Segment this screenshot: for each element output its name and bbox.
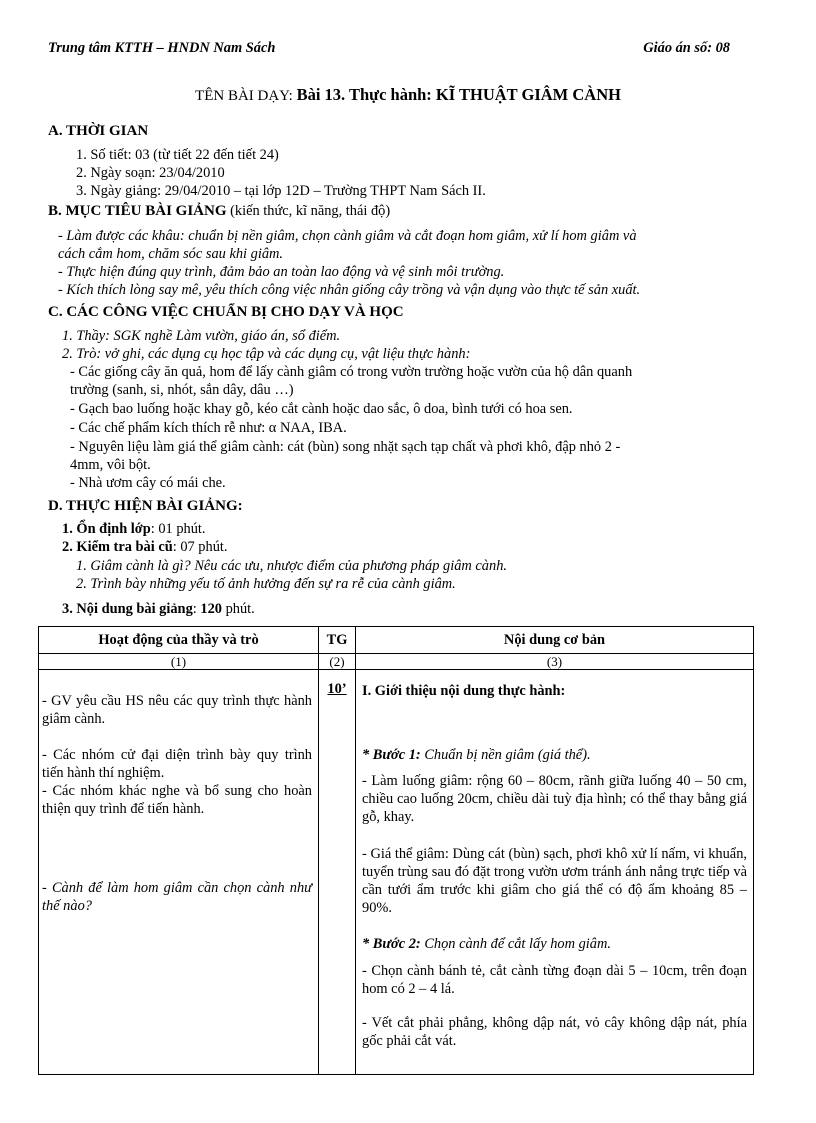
- section-c-line: 4mm, vôi bột.: [70, 457, 151, 473]
- content-text: - Vết cắt phải phẳng, không dập nát, vỏ cây không dập nát, phía gốc phải cắt vát.: [362, 1015, 747, 1049]
- section-d-item-2: [62, 538, 228, 556]
- step-2-label: * Bước 2:: [362, 936, 421, 952]
- d3-unit: phút.: [221, 601, 255, 617]
- step-1: [362, 746, 747, 764]
- section-d-heading: D. THỰC HIỆN BÀI GIẢNG:: [48, 498, 243, 514]
- d2-value: : 07 phút.: [172, 539, 228, 555]
- section-a-item: 1. Số tiết: 03 (từ tiết 22 đến tiết 24): [76, 147, 279, 163]
- header-activity: Hoạt động của thầy và trò: [39, 627, 319, 654]
- section-b-line: - Thực hiện đúng quy trình, đảm bảo an toàn lao động và vệ sinh môi trường.: [58, 264, 505, 280]
- section-c-line: - Nguyên liệu làm giá thể giâm cành: cát (bùn) song nhặt sạch tạp chất và phơi khô, đập nhỏ 2 -: [70, 439, 621, 455]
- step-2-text: Chọn cành để cắt lấy hom giâm.: [420, 936, 611, 952]
- review-question: 2. Trình bày những yếu tố ảnh hưởng đến sự ra rễ của cành giâm.: [76, 576, 456, 592]
- step-2: [362, 935, 747, 953]
- d1-label: 1. Ổn định lớp: [62, 521, 151, 537]
- title-prefix: TÊN BÀI DẠY:: [195, 88, 297, 104]
- section-c-line: trường (sanh, si, nhót, sắn dây, dâu …): [70, 382, 294, 398]
- activity-text: - Các nhóm cử đại diện trình bày quy trình tiến hành thí nghiệm.: [42, 747, 312, 781]
- table-number-row: [39, 654, 754, 670]
- section-a-item: 3. Ngày giảng: 29/04/2010 – tại lớp 12D – Trường THPT Nam Sách II.: [76, 183, 486, 199]
- d1-value: : 01 phút.: [150, 521, 206, 537]
- step-1-text: Chuẩn bị nền giâm (giá thể).: [420, 747, 591, 763]
- section-c-student: 2. Trò: vở ghi, các dụng cụ học tập và các dụng cụ, vật liệu thực hành:: [62, 346, 471, 362]
- table-header-row: [39, 627, 754, 654]
- activity-question: - Cành để làm hom giâm cần chọn cành như thế nào?: [42, 880, 312, 914]
- content-text: - Chọn cành bánh tẻ, cắt cành từng đoạn dài 5 – 10cm, trên đoạn hom có 2 – 4 lá.: [362, 963, 747, 997]
- activity-text: - GV yêu cầu HS nêu các quy trình thực hành giâm cành.: [42, 693, 312, 727]
- review-question: 1. Giâm cành là gì? Nêu các ưu, nhược điểm của phương pháp giâm cành.: [76, 558, 507, 574]
- activity-text: - Các nhóm khác nghe và bổ sung cho hoàn thiện quy trình để tiến hành.: [42, 783, 312, 817]
- section-b-line: - Kích thích lòng say mê, yêu thích công việc nhân giống cây trồng và vận dụng vào thực tế sản xuất.: [58, 282, 641, 298]
- step-1-label: * Bước 1:: [362, 747, 421, 763]
- d3-label: 3. Nội dung bài giảng: [62, 601, 193, 617]
- section-a-item: 2. Ngày soạn: 23/04/2010: [76, 165, 225, 181]
- content-text: - Làm luống giâm: rộng 60 – 80cm, rãnh giữa luống 40 – 50 cm, chiều cao luống 20cm, chiều dài tuỳ địa hình; có thể thay bằng giá gỗ, khay.: [362, 773, 747, 825]
- section-b-heading: [48, 202, 390, 220]
- content-text: - Giá thể giâm: Dùng cát (bùn) sạch, phơi khô xử lí nấm, vi khuẩn, tuyển trùng sau đó đặt trong vườn ươm tránh ánh nắng trực tiếp và cần tưới ẩm trước khi giâm cho giá thể có độ ẩm khoảng 85 – 90%.: [362, 846, 747, 916]
- section-c-heading: C. CÁC CÔNG VIỆC CHUẨN BỊ CHO DẠY VÀ HỌC: [48, 304, 404, 320]
- header-time: TG: [319, 627, 356, 654]
- d2-label: 2. Kiểm tra bài cũ: [62, 539, 173, 555]
- section-c-line: - Các giống cây ăn quả, hom để lấy cành giâm có trong vườn trường hoặc vườn của hộ dân quanh: [70, 364, 633, 380]
- section-b-line: cách cắm hom, chăm sóc sau khi giâm.: [58, 246, 284, 262]
- header-left: Trung tâm KTTH – HNDN Nam Sách: [48, 40, 276, 56]
- table-row: [39, 670, 754, 1075]
- section-d-item-1: [62, 520, 206, 538]
- section-b-line: - Làm được các khâu: chuẩn bị nền giâm, chọn cành giâm và cắt đoạn hom giâm, xử lí hom giâm và: [58, 228, 637, 244]
- section-a-heading: A. THỜI GIAN: [48, 123, 149, 139]
- time-value: 10’: [327, 681, 347, 697]
- section-d-item-3: [62, 600, 255, 618]
- section-b-title: B. MỤC TIÊU BÀI GIẢNG: [48, 203, 227, 219]
- lesson-table: [38, 626, 754, 1075]
- section-b-note: (kiến thức, kĩ năng, thái độ): [226, 203, 391, 219]
- activity-cell: [39, 670, 319, 1075]
- section-c-line: - Nhà ươm cây có mái che.: [70, 475, 226, 491]
- section-c-line: - Các chế phẩm kích thích rễ như: α NAA, IBA.: [70, 420, 347, 436]
- time-cell: [319, 670, 356, 1075]
- title-main: Bài 13. Thực hành: KĨ THUẬT GIÂM CÀNH: [296, 85, 621, 104]
- section-c-teacher: 1. Thầy: SGK nghề Làm vườn, giáo án, sổ điểm.: [62, 328, 341, 344]
- section-c-line: - Gạch bao luống hoặc khay gỗ, kéo cắt cành hoặc dao sắc, ô doa, bình tưới có hoa sen.: [70, 401, 573, 417]
- header-content: Nội dung cơ bản: [356, 627, 754, 654]
- d3-mid: :: [192, 601, 201, 617]
- page-header: [48, 39, 730, 57]
- col-number: (2): [319, 654, 356, 670]
- col-number: (3): [356, 654, 754, 670]
- content-cell: [356, 670, 754, 1075]
- content-heading: I. Giới thiệu nội dung thực hành:: [362, 683, 566, 699]
- lesson-title: [0, 86, 816, 105]
- d3-value: 120: [200, 601, 222, 617]
- header-right: Giáo án số: 08: [643, 40, 730, 56]
- col-number: (1): [39, 654, 319, 670]
